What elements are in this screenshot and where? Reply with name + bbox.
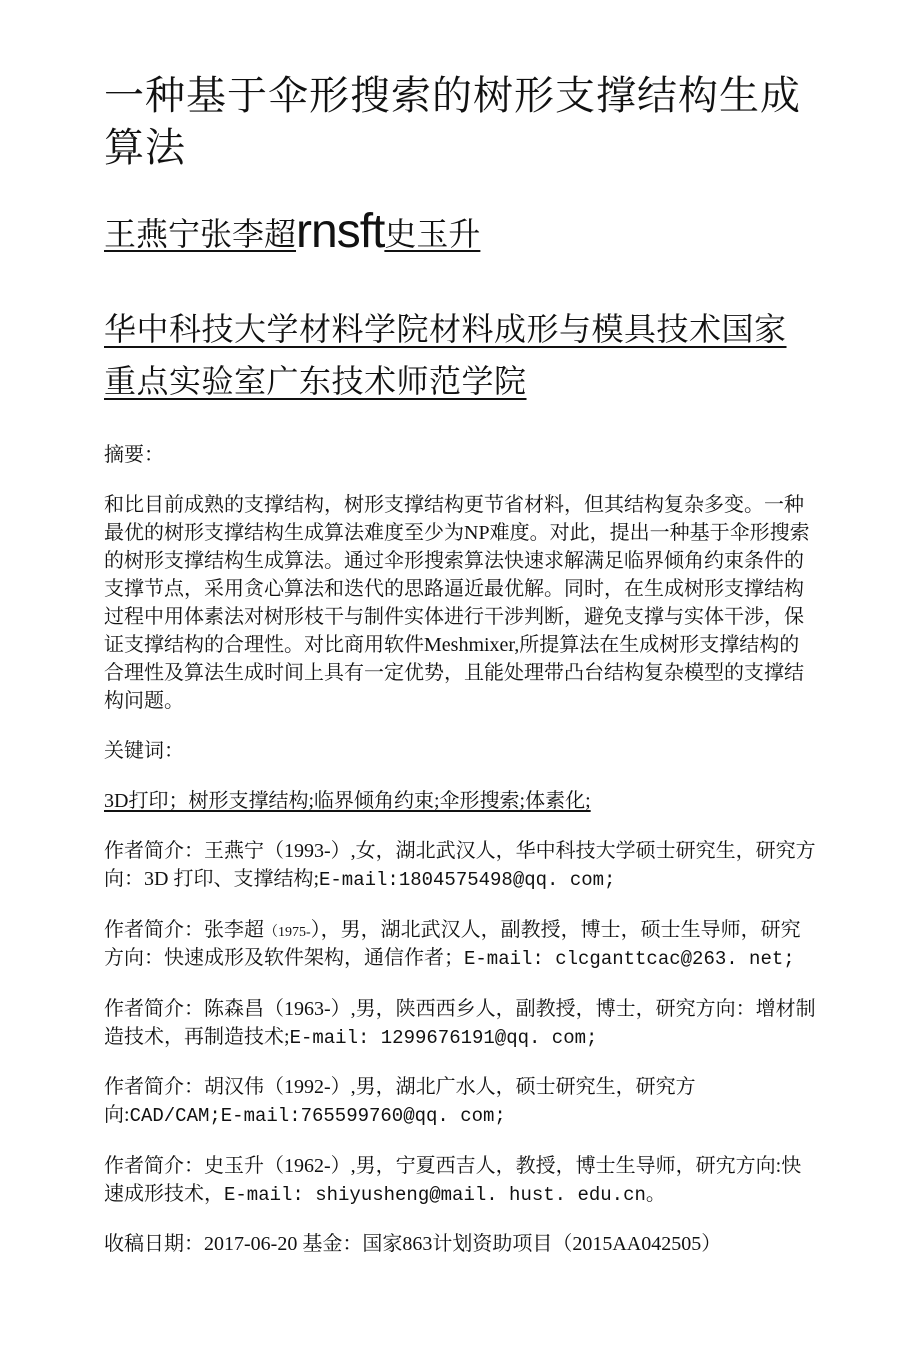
- author-bio-3-email: E-mail: 1299676191@qq. com;: [289, 1026, 598, 1049]
- author-bio-1: [104, 837, 816, 894]
- author-group-2: 史玉升: [384, 216, 481, 252]
- author-bio-4-text: 作者简介：胡汉伟（1992-）,男，湖北广水人，硕士研究生，研究方向:: [104, 1076, 696, 1127]
- author-bio-4-email: CAD/CAM;E-mail:765599760@qq. com;: [129, 1105, 506, 1128]
- keywords-label: 关键词：: [104, 740, 184, 763]
- abstract-label: 摘要：: [104, 444, 164, 467]
- author-bio-5-suffix: 。: [645, 1182, 666, 1205]
- author-bio-3-text: 作者简介：陈森昌（1963-）,男，陕西西乡人，副教授，博士，研究方向：增材制造技术，再制造技术;: [104, 997, 816, 1048]
- author-bio-5-email: E-mail: shiyusheng@mail. hust. edu.cn: [224, 1183, 646, 1206]
- author-bio-2: [104, 916, 816, 973]
- author-bio-5: [104, 1152, 816, 1209]
- author-bio-2-email: E-mail: clcganttcac@263. net;: [464, 947, 795, 970]
- received-date-and-funding: 收稿日期：2017-06-20 基金：国家863计划资助项目（2015AA042505）: [104, 1233, 722, 1256]
- affiliation: 华中科技大学材料学院材料成形与模具技术国家重点实验室广东技术师范学院: [104, 311, 787, 400]
- author-ocr-fragment: rnsft: [296, 205, 385, 258]
- page-title: 一种基于伞形搜索的树形支撑结构生成算法: [104, 73, 801, 170]
- author-bio-2-text-a: 作者简介：张李超: [104, 918, 264, 941]
- author-line: [104, 204, 816, 269]
- author-bio-2-text-b: ），男，湖北武汉人，副教授，博士，硕士生导师，研究方向：快速成形及软件架构，通信作者；: [104, 918, 801, 969]
- author-bio-2-birthyear: （1975-: [264, 924, 311, 940]
- author-group-1: 王燕宁张李超: [104, 216, 297, 252]
- author-bio-4: [104, 1073, 816, 1130]
- keywords-text: 3D打印；树形支撑结构;临界倾角约束;伞形搜索;体素化;: [104, 790, 591, 813]
- abstract-text: 和比目前成熟的支撑结构，树形支撑结构更节省材料，但其结构复杂多变。一种最优的树形支撑结构生成算法难度至少为NP难度。对此，提出一种基于伞形搜索的树形支撑结构生成算法。通过伞形搜索算法快速求解满足临界倾角约束条件的支撑节点，采用贪心算法和迭代的思路逼近最优解。同时，在生成树形支撑结构过程中用体素法对树形枝干与制件实体进行干涉判断，避免支撑与实体干涉，保证支撑结构的合理性。对比商用软件Meshmixer,所提算法在生成树形支撑结构的合理性及算法生成时间上具有一定优势，且能处理带凸台结构复杂模型的支撑结构问题。: [104, 494, 810, 713]
- author-bio-3: [104, 995, 816, 1052]
- author-bio-5-text: 作者简介：史玉升（1962-）,男，宁夏西吉人，教授，博士生导师，研宄方向:快速成形技术，: [104, 1154, 802, 1205]
- author-bio-1-email: E-mail:1804575498@qq. com;: [319, 869, 616, 892]
- author-bio-1-text: 作者简介：王燕宁（1993-）,女，湖北武汉人，华中科技大学硕士研究生，研究方向：3D 打印、支撑结构;: [104, 840, 816, 891]
